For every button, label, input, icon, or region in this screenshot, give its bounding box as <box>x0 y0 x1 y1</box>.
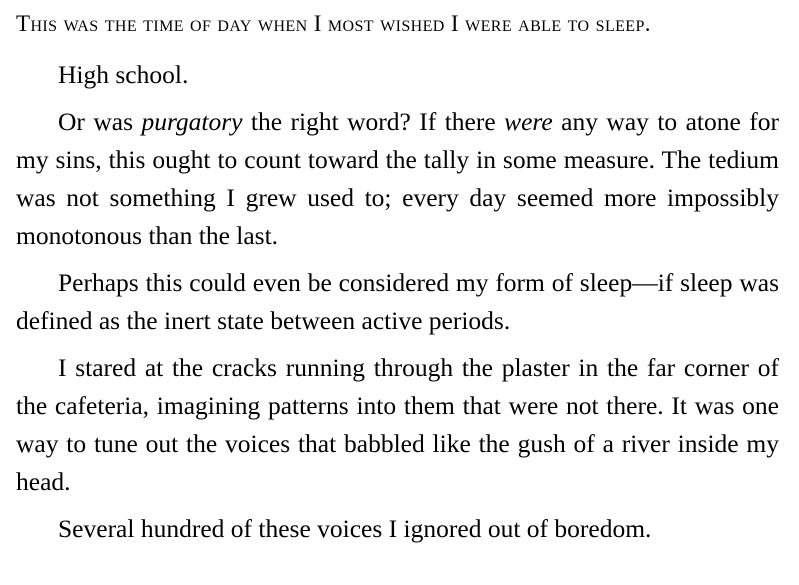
paragraph-purgatory <box>16 103 779 255</box>
run-emphasis-purgatory: purgatory <box>141 107 243 136</box>
run-text: any way to atone for my sins, this ought to count toward the tally in some measure. The tedium was not something I grew used to; every day seemed more impossibly monotonous than the last. <box>16 107 779 250</box>
run-emphasis-were: were <box>504 107 553 136</box>
paragraph-opening-line: This was the time of day when I most wished I were able to sleep. <box>16 11 651 36</box>
run-text: the right word? If there <box>242 107 505 136</box>
paragraph-high-school: High school. <box>58 60 189 89</box>
run-text: Or was <box>58 107 142 136</box>
paragraph-form-of-sleep: Perhaps this could even be considered my form of sleep—if sleep was defined as the inert state between active periods. <box>16 268 779 335</box>
paragraph-cafeteria-cracks: I stared at the cracks running through the plaster in the far corner of the cafeteria, imagining patterns into them that were not there. It was one way to tune out the voices that babbled like the gush of a river inside my head. <box>16 353 779 496</box>
paragraph-several-hundred-voices: Several hundred of these voices I ignored out of boredom. <box>58 514 652 543</box>
